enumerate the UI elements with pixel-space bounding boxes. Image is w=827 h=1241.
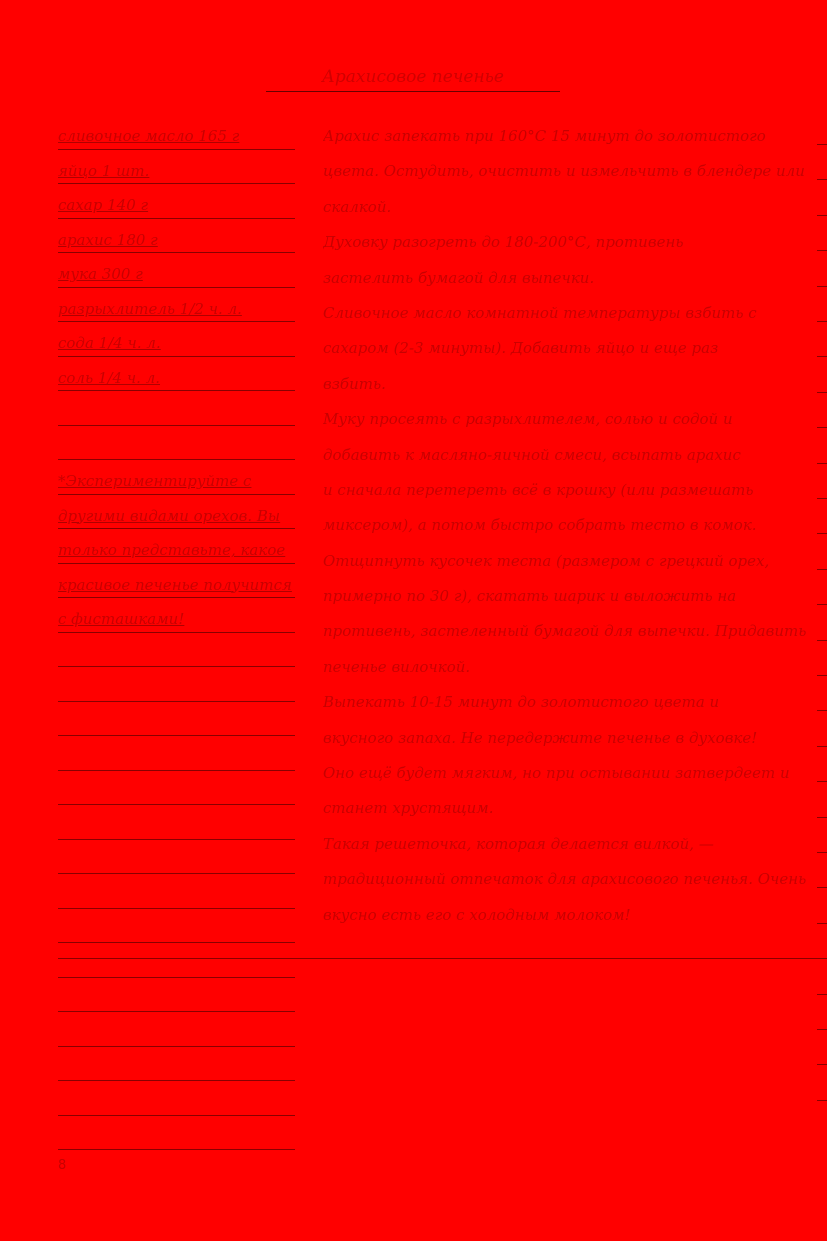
margin-tick — [817, 179, 827, 180]
instruction-line: Отщипнуть кусочек теста (размером с грецкий орех, — [323, 551, 770, 570]
instruction-line: Духовку разогреть до 180-200°С, противень — [323, 233, 684, 252]
instruction-line: Сливочное масло комнатной температуры взбить с — [323, 303, 757, 322]
ingredient-line: сахар 140 г — [58, 184, 295, 219]
ruled-line — [58, 874, 295, 909]
margin-tick — [817, 498, 827, 499]
instruction-line: застелить бумагой для выпечки. — [323, 268, 595, 287]
note-line: красивое печенье получится — [58, 564, 295, 599]
ruled-line — [58, 978, 295, 1013]
margin-tick — [817, 392, 827, 393]
margin-tick — [817, 1064, 827, 1065]
margin-tick — [817, 1029, 827, 1030]
note-line: с фисташками! — [58, 598, 295, 633]
ruled-line — [58, 1116, 295, 1151]
instructions-column — [323, 115, 827, 929]
instruction-line: печенье вилочкой. — [323, 657, 471, 676]
margin-tick — [817, 356, 827, 357]
margin-tick — [817, 887, 827, 888]
ingredient-line: мука 300 г — [58, 253, 295, 288]
ruled-line — [58, 1081, 295, 1116]
margin-tick — [817, 675, 827, 676]
margin-tick — [817, 1100, 827, 1101]
ruled-line — [58, 702, 295, 737]
ruled-line — [58, 426, 295, 461]
ingredient-line: соль 1/4 ч. л. — [58, 357, 295, 392]
instruction-line: Такая решеточка, которая делается вилкой, — — [323, 834, 714, 853]
ingredient-line: разрыхлитель 1/2 ч. л. — [58, 288, 295, 323]
margin-tick — [817, 817, 827, 818]
note-line: только представьте, какое — [58, 529, 295, 564]
instruction-line: цвета. Остудить, очистить и измельчить в блендере или — [323, 162, 805, 181]
ruled-line — [58, 943, 295, 978]
ruled-line — [58, 736, 295, 771]
instruction-line: Выпекать 10-15 минут до золотистого цвета и — [323, 693, 720, 712]
ruled-line — [58, 667, 295, 702]
margin-tick — [817, 250, 827, 251]
margin-tick — [817, 852, 827, 853]
instruction-line: и сначала перетереть всё в крошку (или размешать — [323, 480, 754, 499]
margin-tick — [817, 144, 827, 145]
ruled-line — [58, 805, 295, 840]
page-number: 8 — [58, 1158, 67, 1173]
ruled-line — [58, 909, 295, 944]
ingredient-line: сода 1/4 ч. л. — [58, 322, 295, 357]
instruction-line: примерно по 30 г), скатать шарик и выложить на — [323, 587, 737, 606]
ingredient-line: яйцо 1 шт. — [58, 150, 295, 185]
page-title: Арахисовое печенье — [266, 64, 560, 92]
instruction-line: скалкой. — [323, 197, 392, 216]
ruled-line — [58, 1012, 295, 1047]
margin-tick — [817, 427, 827, 428]
ingredient-line: арахис 180 г — [58, 219, 295, 254]
instruction-line: миксером), а потом быстро собрать тесто в комок. — [323, 516, 757, 535]
margin-tick — [817, 533, 827, 534]
margin-tick — [817, 923, 827, 924]
instruction-line: традиционный отпечаток для арахисового печенья. Очень — [323, 870, 807, 889]
margin-tick — [817, 640, 827, 641]
instruction-line: вкусно есть его с холодным молоком! — [323, 905, 631, 924]
margin-tick — [817, 746, 827, 747]
ruled-line — [58, 633, 295, 668]
note-line: *Экспериментируйте с — [58, 460, 295, 495]
margin-tick — [817, 994, 827, 995]
instruction-line: Оно ещё будет мягким, но при остывании затвердеет и — [323, 764, 790, 783]
ingredients-column — [58, 115, 295, 1150]
instruction-line: станет хрустящим. — [323, 799, 494, 818]
ruled-line — [58, 391, 295, 426]
instruction-line: добавить к масляно-яичной смеси, всыпать арахис — [323, 445, 741, 464]
margin-tick — [817, 604, 827, 605]
instruction-line: Арахис запекать при 160°С 15 минут до золотистого — [323, 127, 766, 145]
section-divider — [58, 958, 827, 959]
ruled-line — [58, 771, 295, 806]
ingredient-line: сливочное масло 165 г — [58, 115, 295, 150]
instruction-line: вкусного запаха. Не передержите печенье в духовке! — [323, 728, 758, 747]
margin-tick — [817, 710, 827, 711]
instruction-line: взбить. — [323, 374, 386, 393]
instruction-line: Муку просеять с разрыхлителем, солью и содой и — [323, 410, 733, 429]
ruled-line — [58, 840, 295, 875]
instruction-line: противень, застеленный бумагой для выпечки. Придавить — [323, 622, 807, 641]
margin-tick — [817, 286, 827, 287]
note-line: другими видами орехов. Вы — [58, 495, 295, 530]
instruction-line: сахаром (2-3 минуты). Добавить яйцо и еще раз — [323, 339, 719, 358]
margin-tick — [817, 321, 827, 322]
margin-tick — [817, 215, 827, 216]
margin-tick — [817, 781, 827, 782]
margin-tick — [817, 463, 827, 464]
ruled-line — [58, 1047, 295, 1082]
margin-tick — [817, 569, 827, 570]
